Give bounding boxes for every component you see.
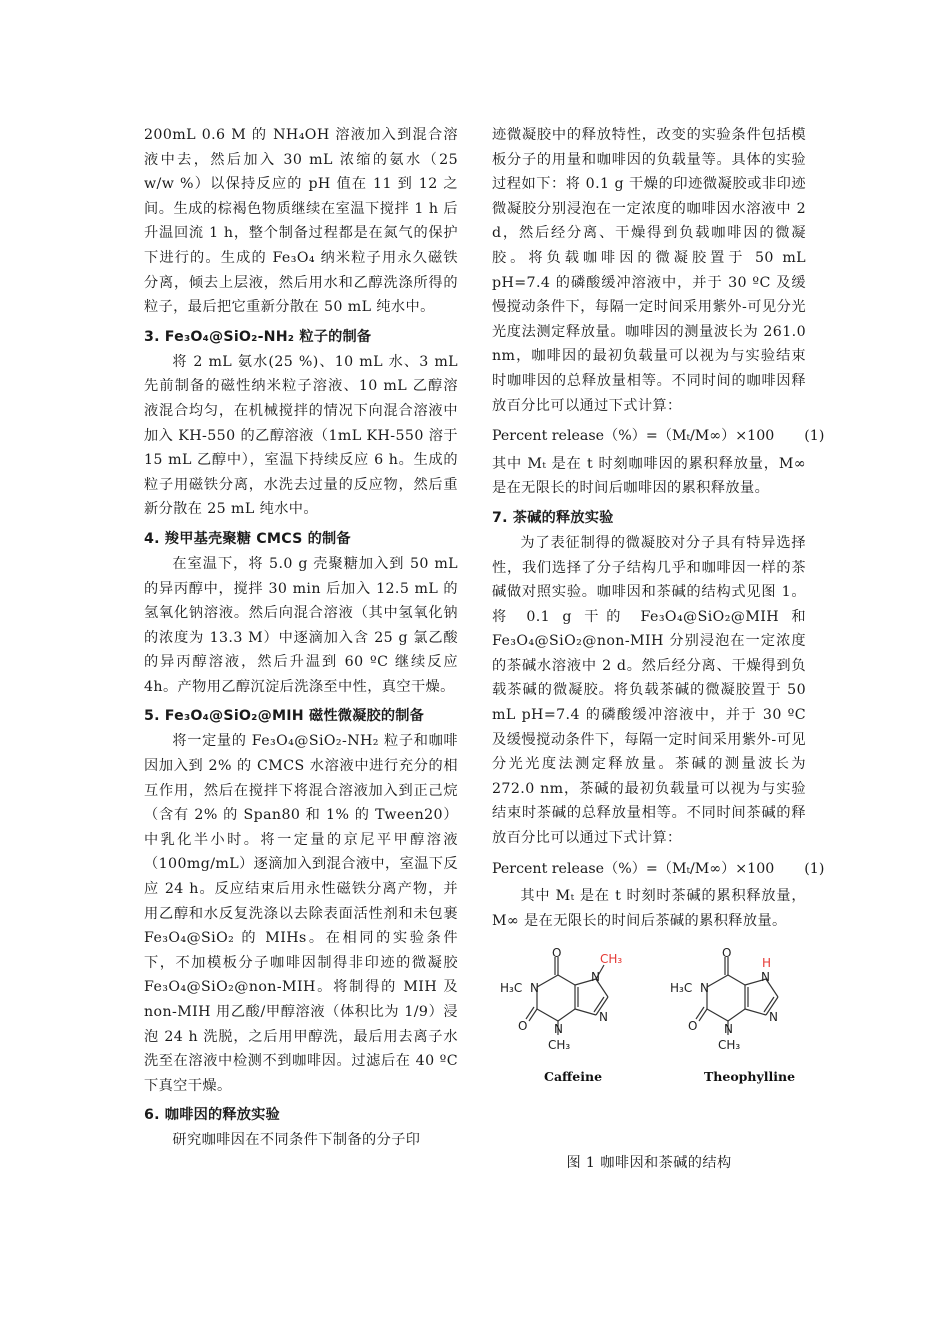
caffeine-oxygen-bottom: O: [518, 1019, 528, 1034]
paragraph-nh4oh: 200mL 0.6 M 的 NH₄OH 溶液加入到混合溶液中去，然后加入 30 mL 浓缩的氨水（25 w/w %）以保持反应的 pH 值在 11 到 12 之间。生成的棕褐色物质继续在室温下搅拌 1 h 后升温回流 1 h，整个制备过程都是在氮气的保护下进行的。生成的 Fe₃O₄ 纳米粒子用永久磁铁分离，倾去上层液，然后用水和乙醇洗涤所得的粒子，最后把它重新分散在 50 mL 纯水中。: [144, 127, 458, 316]
theophylline-n3: N: [724, 1022, 733, 1037]
section-heading-5: 5. Fe₃O₄@SiO₂@MIH 磁性微凝胶的制备: [144, 708, 425, 725]
figure-caption: 图 1 咖啡因和茶碱的结构: [566, 1155, 732, 1172]
paragraph-caffeine-release: 迹微凝胶中的释放特性，改变的实验条件包括模板分子的用量和咖啡因的负载量等。具体的实验过程如下：将 0.1 g 干燥的印迹微凝胶或非印迹微凝胶分别浸泡在一定浓度的咖啡因水溶液中 2 d，然后经分离、干燥得到负载咖啡因的微凝胶。将负载咖啡因的微凝胶置于 50 mL pH=7.4 的磷酸缓冲溶液中，并于 30 ºC 及缓慢搅动条件下，每隔一定时间采用紫外-可见分光光度法测定释放量。咖啡因的测量波长为 261.0 nm，咖啡因的最初负载量可以视为与实验结束时咖啡因的总释放量相等。不同时间的咖啡因释放百分比可以通过下式计算：: [492, 127, 806, 414]
caffeine-methyl-bottom: CH₃: [548, 1038, 571, 1053]
theophylline-label: Theophylline: [704, 1069, 796, 1085]
section-heading-4: 4. 羧甲基壳聚糖 CMCS 的制备: [144, 530, 351, 547]
right-column: [492, 123, 825, 1176]
theophylline-n9: N: [769, 1010, 778, 1025]
caffeine-n9: N: [599, 1010, 608, 1025]
caffeine-label: Caffeine: [544, 1069, 603, 1085]
caffeine-structure: [526, 957, 608, 1035]
section-heading-6: 6. 咖啡因的释放实验: [144, 1107, 280, 1124]
theophylline-n7: N: [761, 970, 770, 985]
caffeine-n7: N: [591, 970, 600, 985]
equation-text: Percent release（%）=（Mₜ/M∞）×100: [492, 860, 775, 877]
caffeine-methyl-highlight: CH₃: [600, 952, 623, 967]
equation-number: (1): [804, 860, 825, 877]
theophylline-methyl-left: H₃C: [670, 981, 693, 996]
equation-theophylline: [492, 857, 825, 882]
section-heading-7: 7. 茶碱的释放实验: [492, 509, 614, 526]
equation-caffeine: [492, 424, 825, 449]
caffeine-n3: N: [554, 1022, 563, 1037]
figure-structures: [492, 945, 806, 1115]
paragraph-theophylline-release: 为了表征制得的微凝胶对分子具有特异选择性，我们选择了分子结构几乎和咖啡因一样的茶碱做对照实验。咖啡因和茶碱的结构式见图 1。将 0.1 g 干的 Fe₃O₄@SiO₂@MIH 和 Fe₃O₄@SiO₂@non-MIH 分别浸泡在一定浓度的茶碱水溶液中 2 d。然后经分离、干燥得到负载茶碱的微凝胶。将负载茶碱的微凝胶置于 50 mL pH=7.4 的磷酸缓冲溶液中，并于 30 ºC 及缓慢搅动条件下，每隔一定时间采用紫外-可见分光光度法测定释放量。茶碱的测量波长为 272.0 nm，茶碱的最初负载量可以视为与实验结束时茶碱的总释放量相等。不同时间茶碱的释放百分比可以通过下式计算：: [492, 534, 806, 847]
theophylline-n1: N: [700, 981, 709, 996]
section-heading-3: 3. Fe₃O₄@SiO₂-NH₂ 粒子的制备: [144, 328, 372, 345]
paragraph-amino-particles: 将 2 mL 氨水(25 %)、10 mL 水、3 mL 先前制备的磁性纳米粒子溶液、10 mL 乙醇溶液混合均匀，在机械搅拌的情况下向混合溶液中加入 KH-550 的乙醇溶液（1mL KH-550 溶于 15 mL 乙醇中），室温下持续反应 6 h。生成的粒子用磁铁分离，水洗去过量的反应物，然后重新分散在 25 mL 纯水中。: [144, 353, 458, 518]
chemical-structures-diagram: [492, 945, 806, 1115]
theophylline-oxygen-top: O: [722, 946, 732, 961]
theophylline-methyl-bottom: CH₃: [718, 1038, 741, 1053]
theophylline-oxygen-bottom: O: [688, 1019, 698, 1034]
equation-text: Percent release（%）=（Mₜ/M∞）×100: [492, 428, 775, 445]
paragraph-cmcs: 在室温下，将 5.0 g 壳聚糖加入到 50 mL 的异丙醇中，搅拌 30 min 后加入 12.5 mL 的氢氧化钠溶液。然后向混合溶液（其中氢氧化钠的浓度为 13.3 M）中逐滴加入含 25 g 氯乙酸的异丙醇溶液，然后升温到 60 ºC 继续反应 4h。产物用乙醇沉淀后洗涤至中性，真空干燥。: [144, 555, 458, 695]
left-column: [144, 123, 458, 1153]
theophylline-hydrogen-highlight: H: [762, 956, 772, 971]
paragraph-mih-preparation: 将一定量的 Fe₃O₄@SiO₂-NH₂ 粒子和咖啡因加入到 2% 的 CMCS 水溶液中进行充分的相互作用，然后在搅拌下将混合溶液加入到正己烷（含有 2% 的 Span80 和 1% 的 Tween20）中乳化半小时。将一定量的京尼平甲醇溶液（100mg/mL）逐滴加入到混合液中，室温下反应 24 h。反应结束后用永性磁铁分离产物，并用乙醇和水反复洗涤以去除表面活性剂和未包裹 Fe₃O₄@SiO₂ 的 MIHs。在相同的实验条件下，不加模板分子咖啡因制得非印迹的微凝胶 Fe₃O₄@SiO₂@non-MIH。将制得的 MIH 及 non-MIH 用乙酸/甲醇溶液（体积比为 1/9）浸泡 24 h 洗脱，之后用甲醇洗，最后用去离子水洗至在溶液中检测不到咖啡因。过滤后在 40 ºC 下真空干燥。: [144, 733, 458, 1094]
paragraph-caffeine-release-start: 研究咖啡因在不同条件下制备的分子印: [172, 1132, 421, 1149]
paragraph-equation-definition: 其中 Mₜ 是在 t 时刻咖啡因的累积释放量，M∞ 是在无限长的时间后咖啡因的累积释放量。: [492, 455, 806, 497]
paragraph-equation-definition-2: 其中 Mₜ 是在 t 时刻时茶碱的累积释放量，M∞ 是在无限长的时间后茶碱的累积释放量。: [492, 888, 806, 929]
caffeine-methyl-left: H₃C: [500, 981, 523, 996]
equation-number: (1): [804, 428, 825, 445]
caffeine-oxygen-top: O: [552, 946, 562, 961]
caffeine-n1: N: [530, 981, 539, 996]
